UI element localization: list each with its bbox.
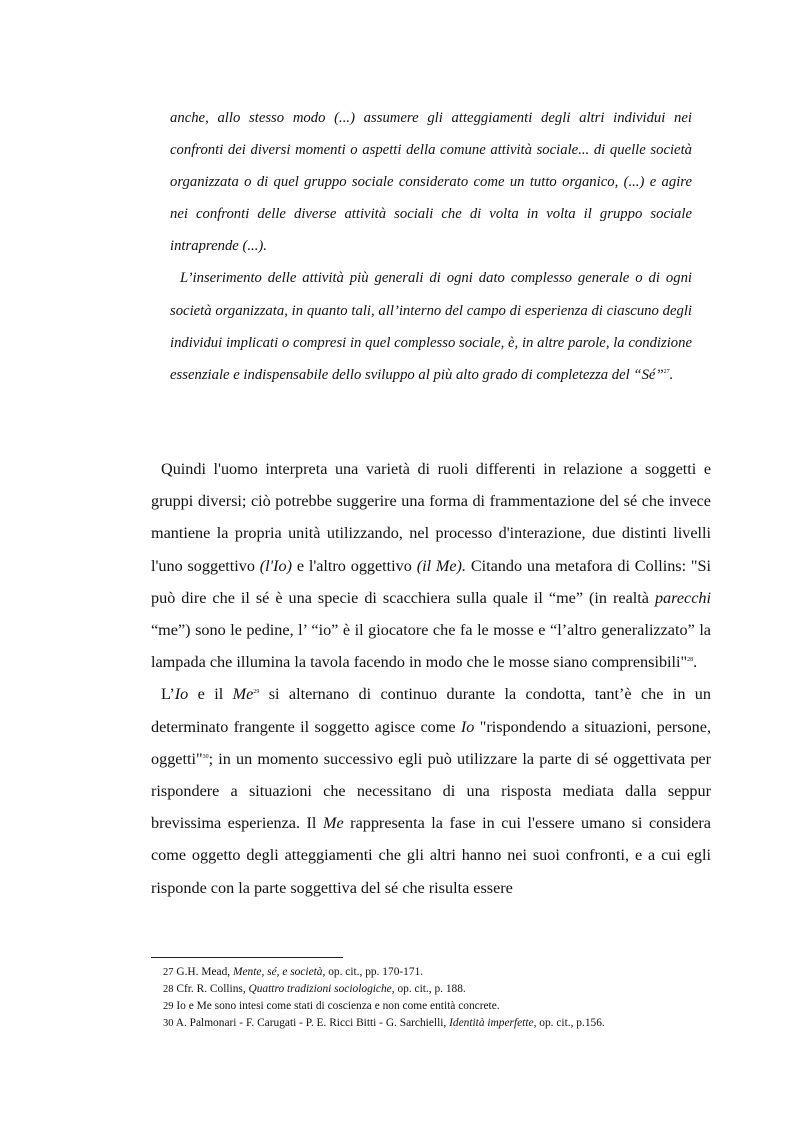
p1-parecchi-term: parecchi <box>654 588 711 607</box>
p2-text-c: si alternano di continuo durante la condotta, tant’è che in un determinato frangente il soggetto agisce come <box>151 685 711 736</box>
footnote-30 <box>163 1015 723 1032</box>
p2-text-b: e il <box>188 685 233 704</box>
body-paragraph-2 <box>151 678 711 903</box>
footnote-text: G.H. Mead, <box>176 966 233 978</box>
footnote-number: 30 <box>163 1018 174 1029</box>
footnote-27 <box>163 964 723 981</box>
footnote-citation: , op. cit., p.156. <box>533 1017 605 1029</box>
quote-paragraph-2-text: L’inserimento delle attività più generali di ogni dato complesso generale o di ogni società organizzata, in quanto tali, all’interno del campo di esperienza di ciascuno degli individui implicati o compresi in quel complesso sociale, è, in altre parole, la condizione essenziale e indispensabile dello sviluppo al più alto grado di completezza del “Sé” <box>170 270 692 383</box>
quote-paragraph-1: anche, allo stesso modo (...) assumere gli atteggiamenti degli altri individui nei confronti dei diversi momenti o aspetti della comune attività sociale... di quelle società organizzata o di quel gruppo sociale considerato come un tutto organico, (...) e agire nei confronti delle diverse attività sociali che di volta in volta il gruppo sociale intraprende (...). <box>170 110 692 255</box>
footnote-title: Mente, sé, e società, <box>233 966 326 978</box>
footnote-28 <box>163 981 723 998</box>
footnote-text: A. Palmonari - F. Carugati - P. E. Ricci Bitti - G. Sarchielli, <box>175 1017 450 1029</box>
footnote-number: 29 <box>163 1001 174 1012</box>
p2-io-term-1: Io <box>174 685 189 704</box>
p2-text-f: rappresenta la fase in cui l'essere umano si considera come oggetto degli atteggiamenti che gli altri hanno nei suoi confronti, e a cui egli risponde con la parte soggettiva del sé che risulta essere <box>151 814 711 897</box>
footnote-text: Io e Me sono intesi come stati di coscienza e non come entità concrete. <box>176 1000 500 1012</box>
footnote-ref-30[interactable]: 30 <box>202 753 209 760</box>
p1-io-term: (l'Io) <box>259 556 293 575</box>
quote-paragraph-2 <box>170 262 692 390</box>
footnote-29 <box>163 998 723 1015</box>
footnote-title: Identità imperfette <box>449 1017 534 1029</box>
body-paragraph-1 <box>151 453 711 678</box>
p2-text-e: ; in un momento successivo egli può utilizzare la parte di sé oggettivata per rispondere a situazioni che necessitano di una risposta mediata dalla seppur brevissima esperienza. Il <box>151 749 711 833</box>
p2-text-a: L’ <box>161 685 175 704</box>
footnotes <box>163 964 723 1032</box>
footnote-number: 28 <box>163 984 174 995</box>
p2-text-d: "rispondendo a situazioni, persone, oggetti" <box>151 717 711 768</box>
block-quote <box>170 102 692 391</box>
p1-me-term: (il Me). <box>416 556 466 575</box>
footnote-ref-28[interactable]: 28 <box>687 657 694 664</box>
quote-paragraph-2-end: . <box>669 366 674 383</box>
footnote-ref-29[interactable]: 29 <box>253 689 260 696</box>
p1-text-c: Citando una metafora di Collins: "Si può dire che il sé è una specie di scacchiera sulla quale il “me” (in realtà <box>151 556 712 607</box>
footnote-text: Cfr. R. Collins, <box>176 983 249 995</box>
p1-text-a: Quindi l'uomo interpreta una varietà di ruoli differenti in relazione a soggetti e gruppi diversi; ciò potrebbe suggerire una forma di frammentazione del sé che invece mantiene la propria unità utilizzando, nel processo d'interazione, due distinti livelli l'uno soggettivo <box>151 460 711 575</box>
p1-text-d: “me”) sono le pedine, l’ “io” è il giocatore che fa le mosse e “l’altro generalizzato” la lampada che illumina la tavola facendo in modo che le mosse siano comprensibili" <box>151 621 711 672</box>
footnote-citation: , op. cit., p. 188. <box>391 983 466 995</box>
p2-me-term-2: Me <box>322 814 344 833</box>
footnote-number: 27 <box>163 967 174 978</box>
p1-text-b: e l'altro oggettivo <box>292 556 417 575</box>
p2-me-term-1: Me <box>232 685 254 704</box>
footnote-ref-27[interactable]: 27 <box>663 368 670 375</box>
p2-io-term-2: Io <box>460 717 475 736</box>
footnote-title: Quattro tradizioni sociologiche <box>248 983 392 995</box>
body-text <box>151 453 711 904</box>
footnote-separator <box>151 957 343 958</box>
footnote-citation: op. cit., pp. 170-171. <box>325 966 424 978</box>
p1-text-end: . <box>693 653 698 672</box>
